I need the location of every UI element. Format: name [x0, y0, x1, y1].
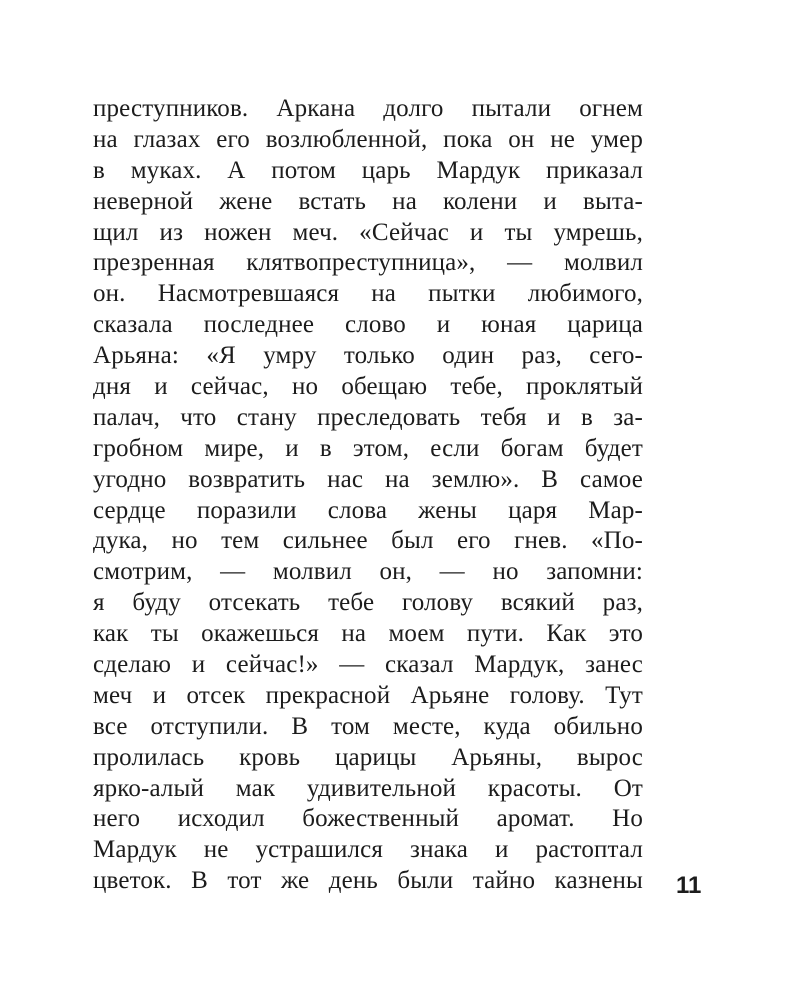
- text-line: щил из ножен меч. «Сейчас и ты умрешь,: [93, 218, 643, 246]
- text-line: сказала последнее слово и юная царица: [93, 311, 643, 339]
- text-line: он. Насмотревшаяся на пытки любимого,: [93, 280, 643, 308]
- text-line: гробном мире, и в этом, если богам будет: [93, 434, 643, 462]
- text-line: него исходил божественный аромат. Но: [93, 805, 643, 833]
- text-line: все отступили. В том месте, куда обильно: [93, 712, 643, 740]
- text-line: угодно возвратить нас на землю». В самое: [93, 465, 643, 493]
- text-line: сделаю и сейчас!» — сказал Мардук, занес: [93, 651, 643, 679]
- text-line: меч и отсек прекрасной Арьяне голову. Тут: [93, 681, 643, 709]
- text-line: преступников. Аркана долго пытали огнем: [93, 95, 643, 122]
- text-line: я буду отсекать тебе голову всякий раз,: [93, 589, 643, 617]
- text-line: неверной жене встать на колени и выта-: [93, 187, 643, 215]
- body-text: [93, 94, 643, 897]
- text-line: смотрим, — молвил он, — но запомни:: [93, 558, 643, 586]
- text-line: Арьяна: «Я умру только один раз, сего-: [93, 342, 643, 370]
- text-line: дука, но тем сильнее был его гнев. «По-: [93, 527, 643, 555]
- text-line: как ты окажешься на моем пути. Как это: [93, 620, 643, 648]
- text-line: в муках. А потом царь Мардук приказал: [93, 156, 643, 184]
- text-line: дня и сейчас, но обещаю тебе, проклятый: [93, 373, 643, 401]
- text-line: презренная клятвопреступница», — молвил: [93, 249, 643, 277]
- text-line: Мардук не устрашился знака и растоптал: [93, 836, 643, 864]
- page-number: 11: [676, 872, 702, 899]
- text-line: пролилась кровь царицы Арьяны, вырос: [93, 743, 643, 771]
- text-line: ярко-алый мак удивительной красоты. От: [93, 774, 643, 802]
- text-line: палач, что стану преследовать тебя и в за-: [93, 403, 643, 431]
- text-line: цветок. В тот же день были тайно казнены: [93, 867, 643, 895]
- text-line: на глазах его возлюбленной, пока он не умер: [93, 125, 643, 153]
- text-line: сердце поразили слова жены царя Мар-: [93, 496, 643, 524]
